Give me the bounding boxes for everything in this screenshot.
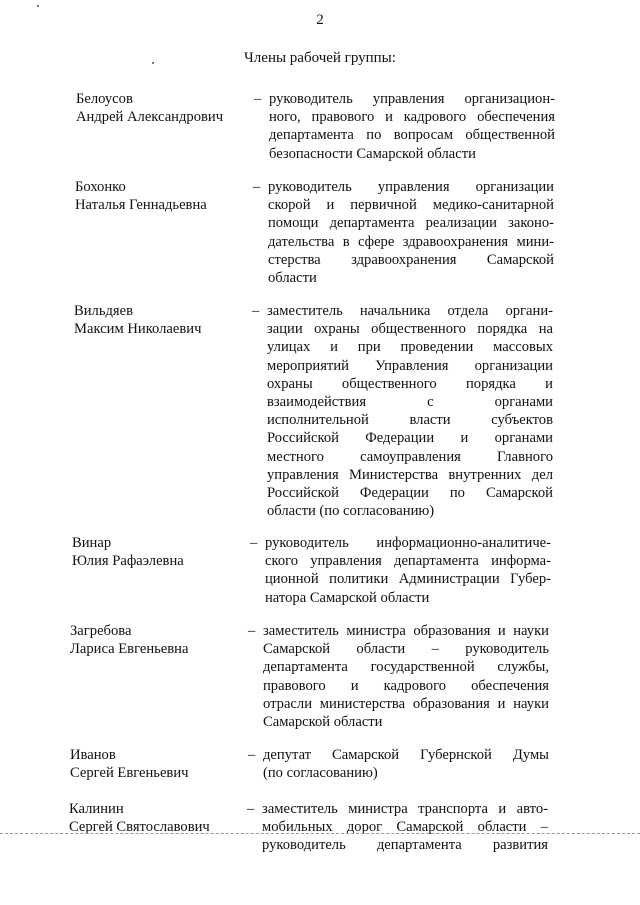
dash-separator: – bbox=[250, 535, 258, 551]
dash-separator: – bbox=[247, 801, 255, 817]
role-line: Российской Федерации по Самарской bbox=[267, 484, 553, 501]
role-line: мероприятий Управления организации bbox=[267, 357, 553, 374]
role-line: улицах и при проведении массовых bbox=[267, 339, 553, 356]
member-role bbox=[265, 534, 551, 607]
role-line: руководитель департамента развития bbox=[262, 837, 548, 854]
member-name bbox=[75, 178, 245, 214]
member-given-names: Сергей Евгеньевич bbox=[70, 765, 189, 782]
member-name bbox=[72, 534, 242, 570]
role-line: взаимодействия с органами bbox=[267, 393, 553, 410]
role-line: управления Министерства внутренних дел bbox=[267, 466, 553, 483]
member-given-names: Наталья Геннадьевна bbox=[75, 197, 207, 214]
scan-speck bbox=[152, 62, 154, 64]
member-name bbox=[70, 746, 240, 782]
member-given-names: Максим Николаевич bbox=[74, 321, 202, 338]
member-surname: Бохонко bbox=[75, 179, 126, 195]
role-line: местного самоуправления Главного bbox=[267, 448, 553, 465]
member-name bbox=[76, 90, 246, 126]
member-role bbox=[263, 746, 549, 782]
role-line: ного, правового и кадрового обеспечения bbox=[269, 109, 555, 126]
member-name bbox=[69, 800, 239, 836]
role-line: скорой и первичной медико-санитарной bbox=[268, 197, 554, 214]
dash-separator: – bbox=[248, 747, 256, 763]
member-name bbox=[70, 622, 240, 658]
member-role bbox=[263, 622, 549, 731]
role-line: (по согласованию) bbox=[263, 765, 378, 782]
member-surname: Вильдяев bbox=[74, 303, 133, 319]
role-line: заместитель министра образования и науки bbox=[263, 623, 549, 639]
role-line: ционной политики Администрации Губер- bbox=[265, 571, 551, 588]
role-line: дательства в сфере здравоохранения мини- bbox=[268, 233, 554, 250]
dash-separator: – bbox=[252, 303, 260, 319]
role-line: департамента государственной службы, bbox=[263, 659, 549, 676]
member-surname: Белоусов bbox=[76, 91, 133, 107]
role-line: стерства здравоохранения Самарской bbox=[268, 251, 554, 268]
role-line: зации охраны общественного порядка на bbox=[267, 321, 553, 338]
role-line: депутат Самарской Губернской Думы bbox=[263, 747, 549, 763]
role-line: мобильных дорог Самарской области – bbox=[262, 819, 548, 836]
member-role bbox=[268, 178, 554, 287]
member-given-names: Сергей Святославович bbox=[69, 819, 210, 836]
member-role bbox=[267, 302, 553, 520]
member-given-names: Андрей Александрович bbox=[76, 109, 224, 126]
member-name bbox=[74, 302, 244, 338]
scan-fold-line bbox=[0, 833, 640, 834]
role-line: Самарской области – руководитель bbox=[263, 641, 549, 658]
member-role bbox=[269, 90, 555, 163]
role-line: натора Самарской области bbox=[265, 589, 430, 606]
role-line: заместитель министра транспорта и авто- bbox=[262, 801, 548, 817]
role-line: Самарской области bbox=[263, 713, 383, 730]
page-number: 2 bbox=[316, 12, 324, 28]
role-line: отрасли министерства образования и науки bbox=[263, 695, 549, 712]
dash-separator: – bbox=[248, 623, 256, 639]
member-given-names: Лариса Евгеньевна bbox=[70, 641, 189, 658]
role-line: Российской Федерации и органами bbox=[267, 430, 553, 447]
member-role bbox=[262, 800, 548, 855]
role-line: охраны общественного порядка и bbox=[267, 375, 553, 392]
member-surname: Иванов bbox=[70, 747, 116, 763]
member-surname: Загребова bbox=[70, 623, 132, 639]
member-surname: Винар bbox=[72, 535, 112, 551]
role-line: руководитель управления организации bbox=[268, 179, 554, 195]
role-line: департамента по вопросам общественной bbox=[269, 127, 555, 144]
role-line: безопасности Самарской области bbox=[269, 145, 476, 162]
role-line: заместитель начальника отдела органи- bbox=[267, 303, 553, 319]
scan-speck bbox=[37, 5, 39, 7]
role-line: помощи департамента реализации законо- bbox=[268, 215, 554, 232]
role-line: исполнительной власти субъектов bbox=[267, 412, 553, 429]
role-line: руководитель управления организацион- bbox=[269, 91, 555, 107]
role-line: правового и кадрового обеспечения bbox=[263, 677, 549, 694]
role-line: руководитель информационно-аналитиче- bbox=[265, 535, 551, 551]
member-given-names: Юлия Рафаэлевна bbox=[72, 553, 184, 570]
member-surname: Калинин bbox=[69, 801, 124, 817]
section-heading: Члены рабочей группы: bbox=[244, 50, 396, 66]
role-line: области bbox=[268, 269, 317, 286]
role-line: области (по согласованию) bbox=[267, 503, 435, 520]
role-line: ского управления департамента информа- bbox=[265, 553, 551, 570]
dash-separator: – bbox=[253, 179, 261, 195]
dash-separator: – bbox=[254, 91, 262, 107]
